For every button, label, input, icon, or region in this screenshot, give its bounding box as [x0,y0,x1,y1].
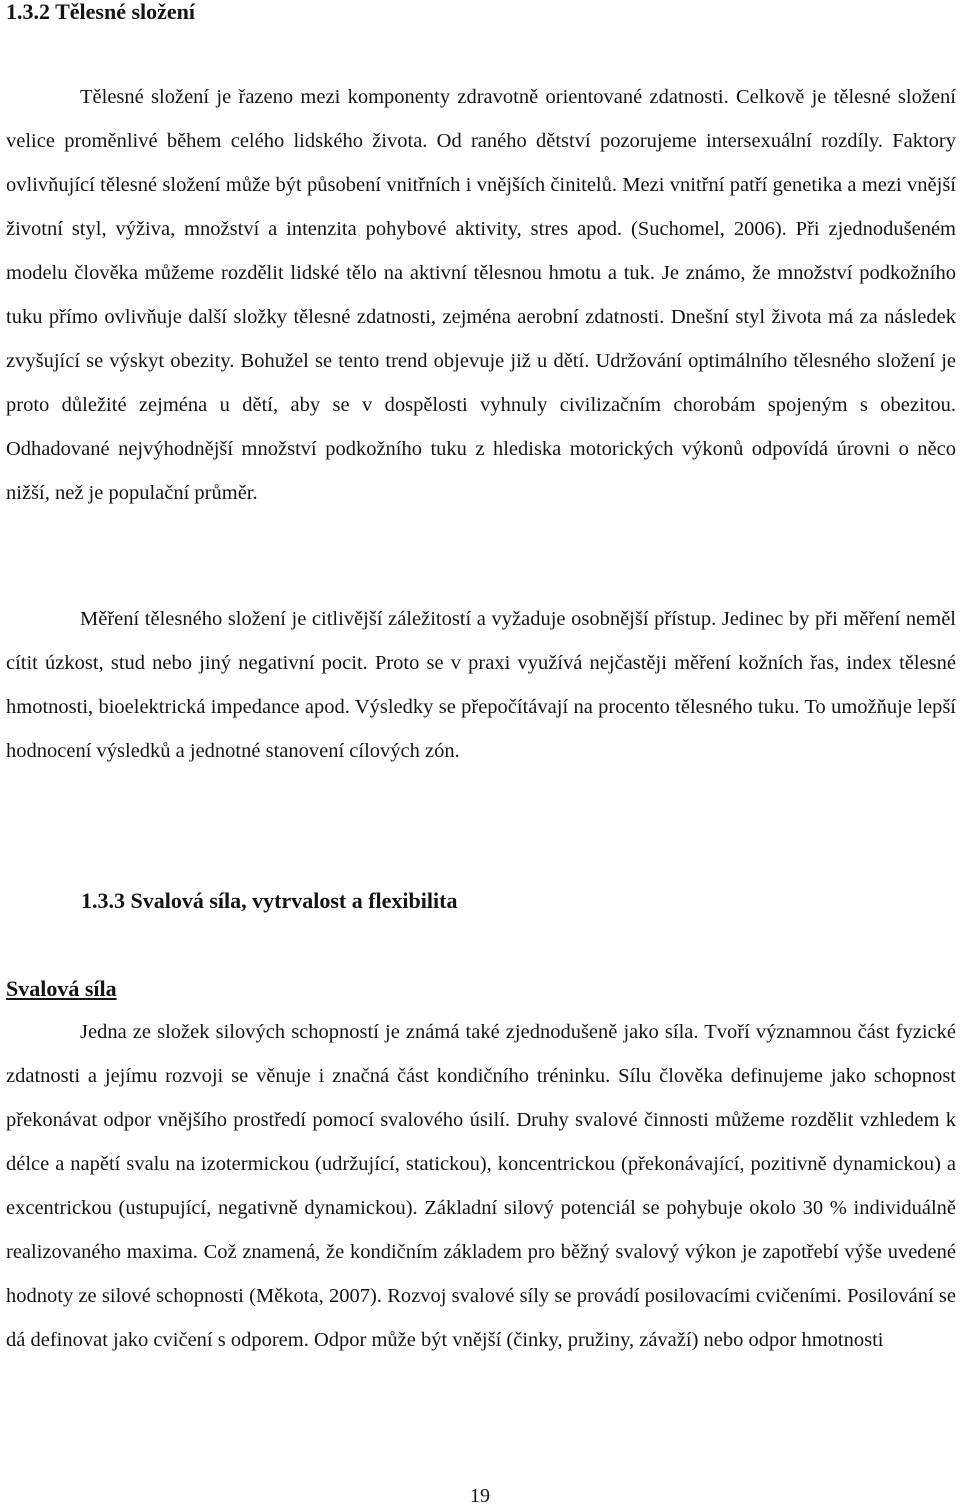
paragraph-measurement: Měření tělesného složení je citlivější záležitostí a vyžaduje osobnější přístup. Jedinec by při měření neměl cítit úzkost, stud nebo jiný negativní pocit. Proto se v praxi využívá nejčastěji měření kožních řas, index tělesné hmotnosti, bioelektrická impedance apod. Výsledky se přepočítávají na procento tělesného tuku. To umožňuje lepší hodnocení výsledků a jednotné stanovení cílových zón. [6,608,956,762]
section-heading-1-3-3: 1.3.3 Svalová síla, vytrvalost a flexibilita [81,888,458,913]
subheading-muscle-strength: Svalová síla [6,976,117,1001]
section-heading-1-3-2: 1.3.2 Tělesné složení [6,0,196,24]
paragraph-body-composition: Tělesné složení je řazeno mezi komponenty zdravotně orientované zdatnosti. Celkově je tělesné složení velice proměnlivé během celého lidského života. Od raného dětství pozorujeme intersexuální rozdíly. Faktory ovlivňující tělesné složení může být působení vnitřních i vnějších činitelů. Mezi vnitřní patří genetika a mezi vnější životní styl, výživa, množství a intenzita pohybové aktivity, stres apod. (Suchomel, 2006). Při zjednodušeném modelu člověka můžeme rozdělit lidské tělo na aktivní tělesnou hmotu a tuk. Je známo, že množství podkožního tuku přímo ovlivňuje další složky tělesné zdatnosti, zejména aerobní zdatnosti. Dnešní styl života má za následek zvyšující se výskyt obezity. Bohužel se tento trend objevuje již u dětí. Udržování optimálního tělesného složení je proto důležité zejména u dětí, aby se v dospělosti vyhnuly civilizačním chorobám spojeným s obezitou. Odhadované nejvýhodnější množství podkožního tuku z hlediska motorických výkonů odpovídá úrovni o něco nižší, než je populační průměr. [6,86,956,504]
page-number: 19 [470,1485,490,1507]
paragraph-muscle-strength: Jedna ze složek silových schopností je známá také zjednodušeně jako síla. Tvoří významnou část fyzické zdatnosti a jejímu rozvoji se věnuje i značná část kondičního tréninku. Sílu člověka definujeme jako schopnost překonávat odpor vnějšího prostředí pomocí svalového úsilí. Druhy svalové činnosti můžeme rozdělit vzhledem k délce a napětí svalu na izotermickou (udržující, statickou), koncentrickou (překonávající, pozitivně dynamickou) a excentrickou (ustupující, negativně dynamickou). Základní silový potenciál se pohybuje okolo 30 % individuálně realizovaného maxima. Což znamená, že kondičním základem pro běžný svalový výkon je zapotřebí výše uvedené hodnoty ze silové schopnosti (Měkota, 2007). Rozvoj svalové síly se provádí posilovacími cvičeními. Posilování se dá definovat jako cvičení s odporem. Odpor může být vnější (činky, pružiny, závaží) nebo odpor hmotnosti [6,1021,956,1351]
